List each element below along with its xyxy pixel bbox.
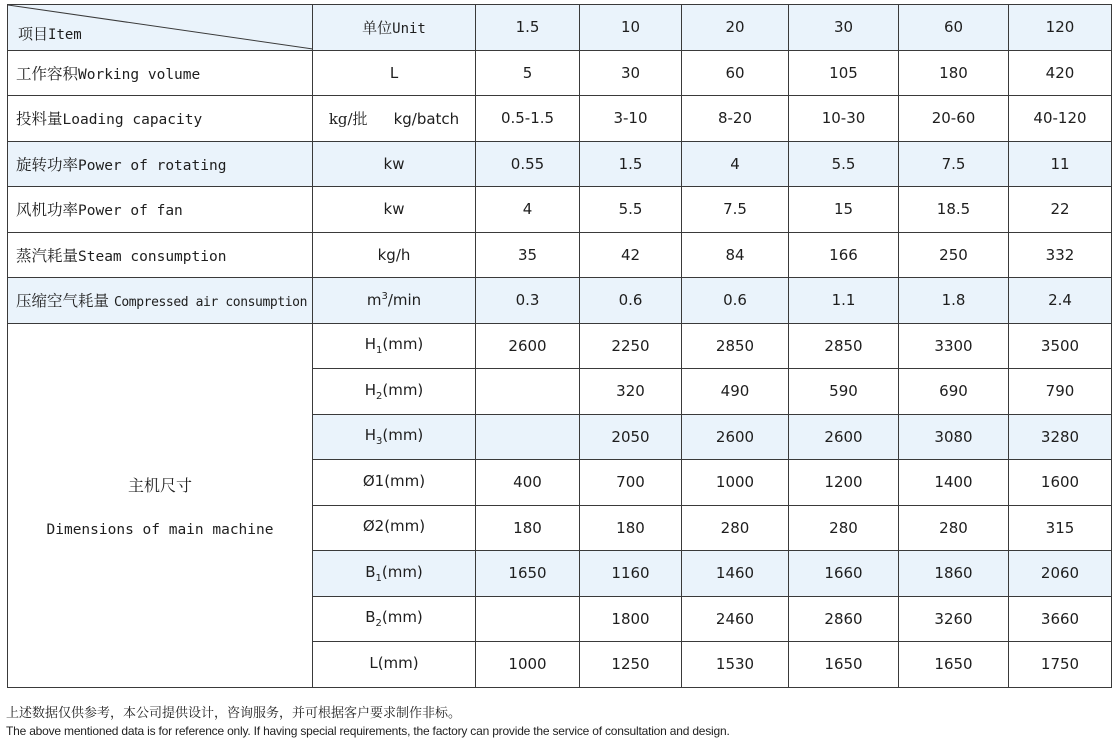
value-cell: 2850 [682, 323, 789, 369]
unit-cell: $H_1(mm)$ [313, 323, 476, 369]
value-cell: 18.5 [899, 187, 1009, 233]
value-cell: 3260 [899, 596, 1009, 642]
value-cell: 490 [682, 369, 789, 415]
value-cell: 60 [682, 50, 789, 96]
row-label: 工作容积Working volume [8, 50, 313, 96]
value-cell: 2.4 [1009, 278, 1112, 324]
value-cell: 22 [1009, 187, 1112, 233]
table-row-compressed-air [8, 278, 1112, 324]
value-cell: 690 [899, 369, 1009, 415]
unit-cell: kg/h [313, 232, 476, 278]
model-header: 60 [899, 5, 1009, 51]
value-cell: 1530 [682, 642, 789, 688]
value-cell: 20-60 [899, 96, 1009, 142]
item-header-cell [8, 5, 313, 51]
unit-cell: $m^3/\min$ [313, 278, 476, 324]
value-cell: 2600 [476, 323, 580, 369]
value-cell: 2600 [789, 414, 899, 460]
model-header: 30 [789, 5, 899, 51]
value-cell: 280 [899, 505, 1009, 551]
value-cell: 315 [1009, 505, 1112, 551]
value-cell: 1400 [899, 460, 1009, 506]
unit-cell: $H_3(mm)$ [313, 414, 476, 460]
dimensions-label: 主机尺寸 Dimensions of main machine [8, 323, 313, 687]
row-label: 风机功率Power of fan [8, 187, 313, 233]
table-row-power-rotating [8, 141, 1112, 187]
value-cell: 1460 [682, 551, 789, 597]
value-cell: 166 [789, 232, 899, 278]
value-cell: 2860 [789, 596, 899, 642]
value-cell [476, 414, 580, 460]
value-cell: 1600 [1009, 460, 1112, 506]
value-cell: 1650 [789, 642, 899, 688]
value-cell: 4 [682, 141, 789, 187]
value-cell: 15 [789, 187, 899, 233]
value-cell: 7.5 [899, 141, 1009, 187]
value-cell: 420 [1009, 50, 1112, 96]
value-cell: 5.5 [580, 187, 682, 233]
footnote-cn: 上述数据仅供参考，本公司提供设计，咨询服务，并可根据客户要求制作非标。 [6, 706, 462, 721]
value-cell: 1860 [899, 551, 1009, 597]
row-label: 投料量Loading capacity [8, 96, 313, 142]
item-header-label: 项目Item [18, 24, 82, 43]
value-cell [476, 596, 580, 642]
value-cell: 1800 [580, 596, 682, 642]
unit-cell: kw [313, 141, 476, 187]
value-cell: 0.6 [580, 278, 682, 324]
value-cell: 250 [899, 232, 1009, 278]
value-cell: 700 [580, 460, 682, 506]
value-cell: 180 [899, 50, 1009, 96]
value-cell: 2060 [1009, 551, 1112, 597]
unit-header-cell: 单位Unit [313, 5, 476, 51]
value-cell: 1.1 [789, 278, 899, 324]
row-label: 蒸汽耗量Steam consumption [8, 232, 313, 278]
value-cell: 10-30 [789, 96, 899, 142]
unit-cell: Ø2(mm) [313, 505, 476, 551]
value-cell: 3300 [899, 323, 1009, 369]
value-cell: 2050 [580, 414, 682, 460]
value-cell [476, 369, 580, 415]
value-cell: 1750 [1009, 642, 1112, 688]
model-header: 20 [682, 5, 789, 51]
value-cell: 8-20 [682, 96, 789, 142]
unit-cell: $B_2(mm)$ [313, 596, 476, 642]
value-cell: 180 [476, 505, 580, 551]
value-cell: 400 [476, 460, 580, 506]
value-cell: 2460 [682, 596, 789, 642]
spec-table [7, 4, 1112, 688]
table-row-steam [8, 232, 1112, 278]
unit-cell: L(mm) [313, 642, 476, 688]
value-cell: 30 [580, 50, 682, 96]
value-cell: 84 [682, 232, 789, 278]
value-cell: 0.5-1.5 [476, 96, 580, 142]
unit-cell: kg/批 kg/batch [313, 96, 476, 142]
table-row-dim-h1 [8, 323, 1112, 369]
unit-cell: Ø1(mm) [313, 460, 476, 506]
unit-cell: $B_1(mm)$ [313, 551, 476, 597]
unit-cell: kw [313, 187, 476, 233]
value-cell: 3660 [1009, 596, 1112, 642]
value-cell: 1660 [789, 551, 899, 597]
value-cell: 320 [580, 369, 682, 415]
value-cell: 1.5 [580, 141, 682, 187]
value-cell: 0.55 [476, 141, 580, 187]
value-cell: 3280 [1009, 414, 1112, 460]
value-cell: 180 [580, 505, 682, 551]
value-cell: 7.5 [682, 187, 789, 233]
footnote-en: The above mentioned data is for reference only. If having special requirements, the factory can provide the service of consultation and design. [6, 724, 730, 738]
value-cell: 1160 [580, 551, 682, 597]
value-cell: 5 [476, 50, 580, 96]
table-row-working-volume [8, 50, 1112, 96]
value-cell: 3080 [899, 414, 1009, 460]
value-cell: 0.3 [476, 278, 580, 324]
value-cell: 280 [682, 505, 789, 551]
unit-cell: L [313, 50, 476, 96]
value-cell: 2600 [682, 414, 789, 460]
model-header: 120 [1009, 5, 1112, 51]
value-cell: 3-10 [580, 96, 682, 142]
value-cell: 1000 [682, 460, 789, 506]
header-row [8, 5, 1112, 51]
value-cell: 2850 [789, 323, 899, 369]
table-row-power-fan [8, 187, 1112, 233]
value-cell: 0.6 [682, 278, 789, 324]
value-cell: 5.5 [789, 141, 899, 187]
unit-cell: $H_2(mm)$ [313, 369, 476, 415]
value-cell: 1000 [476, 642, 580, 688]
value-cell: 1250 [580, 642, 682, 688]
value-cell: 1200 [789, 460, 899, 506]
value-cell: 40-120 [1009, 96, 1112, 142]
value-cell: 105 [789, 50, 899, 96]
row-label: 旋转功率Power of rotating [8, 141, 313, 187]
value-cell: 1650 [476, 551, 580, 597]
value-cell: 3500 [1009, 323, 1112, 369]
value-cell: 35 [476, 232, 580, 278]
row-label: 压缩空气耗量 Compressed air consumption [8, 278, 313, 324]
value-cell: 1650 [899, 642, 1009, 688]
value-cell: 332 [1009, 232, 1112, 278]
value-cell: 4 [476, 187, 580, 233]
value-cell: 1.8 [899, 278, 1009, 324]
value-cell: 2250 [580, 323, 682, 369]
value-cell: 280 [789, 505, 899, 551]
value-cell: 790 [1009, 369, 1112, 415]
model-header: 10 [580, 5, 682, 51]
value-cell: 11 [1009, 141, 1112, 187]
table-row-loading-capacity [8, 96, 1112, 142]
model-header: 1.5 [476, 5, 580, 51]
value-cell: 590 [789, 369, 899, 415]
value-cell: 42 [580, 232, 682, 278]
